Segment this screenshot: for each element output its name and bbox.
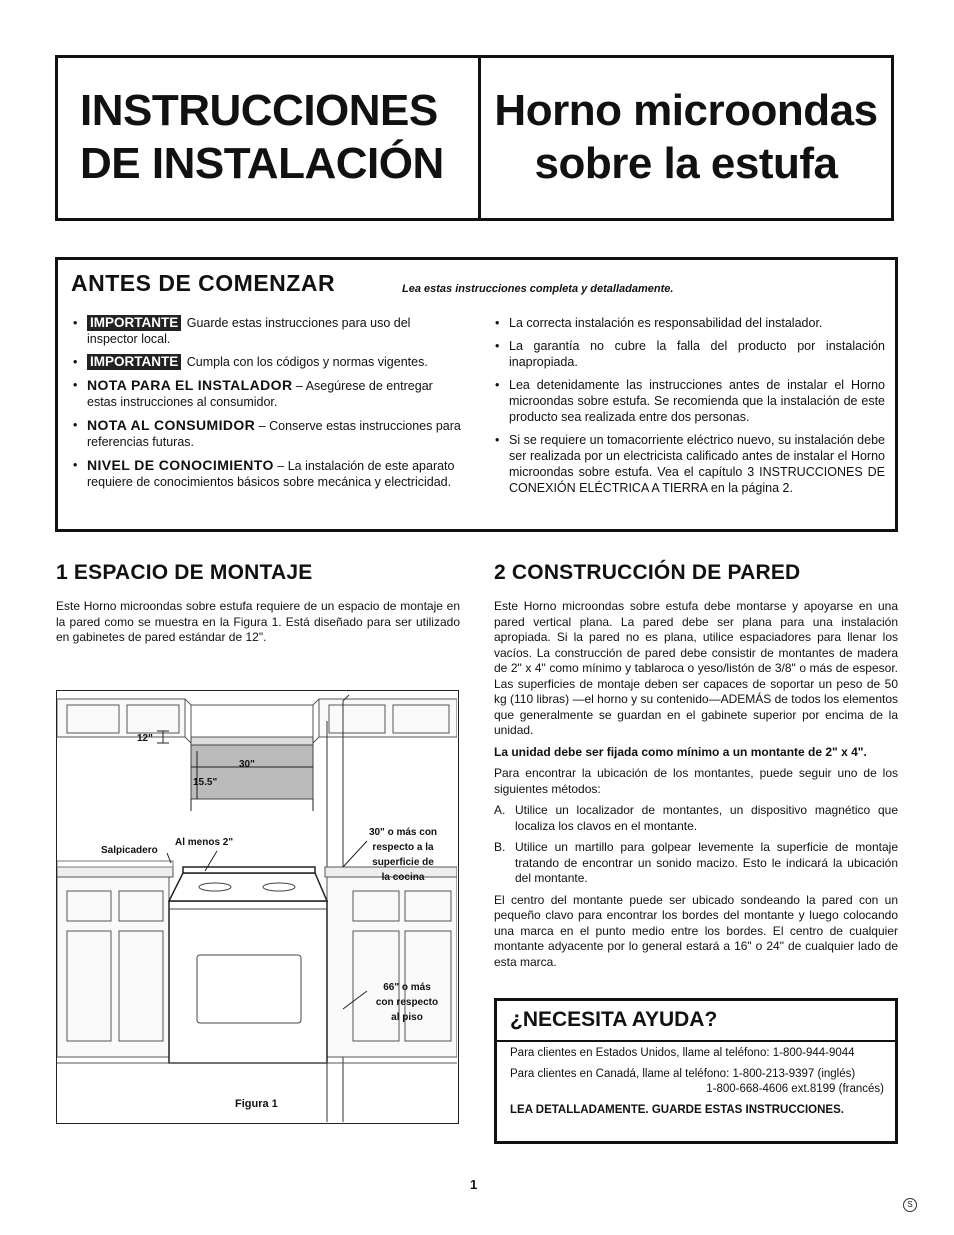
list-item-text: – Asegúrese de entregar estas instrucciones al consumidor. (87, 379, 433, 409)
antes-right-column (493, 315, 885, 503)
list-item-label: NIVEL DE CONOCIMIENTO (87, 457, 274, 473)
label-30-o-mas (363, 825, 443, 885)
label-line: 66" o más (383, 982, 431, 993)
title-left (58, 58, 481, 218)
label-salpicadero: Salpicadero (101, 845, 158, 856)
label-30in: 30" (239, 759, 255, 770)
title-right-line2: sobre la estufa (534, 139, 838, 188)
list-item-text: Guarde estas instrucciones para uso del inspector local. (87, 316, 411, 346)
antes-left-column (71, 315, 461, 497)
help-divider (497, 1040, 895, 1042)
help-footer: LEA DETALLADAMENTE. GUARDE ESTAS INSTRUCCIONES. (510, 1104, 844, 1116)
list-item: • La garantía no cubre la falla del producto por instalación inapropiada. (493, 338, 885, 370)
label-line: respecto a la (372, 842, 434, 853)
list-item (71, 417, 461, 450)
label-66-o-mas (367, 980, 447, 1025)
label-al-menos: Al menos 2" (175, 837, 234, 848)
section2-paragraph: Para encontrar la ubicación de los montantes, puede seguir uno de los siguientes métodos: (494, 766, 898, 796)
label-line: superficie de (372, 857, 434, 868)
help-us-phone: Para clientes en Estados Unidos, llame al teléfono: 1-800-944-9044 (510, 1047, 855, 1059)
list-item: • Lea detenidamente las instrucciones antes de instalar el Horno microondas sobre estufa. Se recomienda que la instalación de este producto sea realizada entre dos personas. (493, 377, 885, 425)
section2-paragraph: Este Horno microondas sobre estufa debe montarse y apoyarse en una pared vertical plana. La pared debe ser plana para una instalación apropiada. Si la pared no es plana, utilice espaciadores para llenar los vacíos. La construcción de pared debe consistir de montantes de madera de 2" x 4" como mínimo y tablaroca o yeso/listón de 3/8" o más de espesor. Las superficies de montaje deben ser capaces de soportar un peso de 50 kg (110 libras) —el horno y su contenido—ADEMÁS de todos los elementos que generalmente se guardan en el gabinete superior por encima de la unidad. (494, 599, 898, 737)
list-item (71, 457, 461, 490)
list-item-text: – La instalación de este aparato requiere de conocimientos básicos sobre mecánica y electricidad. (87, 459, 455, 489)
antes-subheading: Lea estas instrucciones completa y detalladamente. (402, 283, 674, 295)
label-line: con respecto (375, 997, 439, 1008)
help-canada-phone: Para clientes en Canadá, llame al teléfono: 1-800-213-9397 (inglés) (510, 1068, 856, 1080)
help-heading: ¿NECESITA AYUDA? (510, 1008, 718, 1031)
importante-badge: IMPORTANTE (87, 354, 181, 370)
list-item: • Si se requiere un tomacorriente eléctrico nuevo, su instalación debe ser realizada por un electricista calificado antes de instalar el Horno microondas sobre estufa. Vea el capítulo 3 INSTRUCCIONES DE CONEXIÓN ELÉCTRICA A TIERRA en la página 2. (493, 432, 885, 496)
list-item: • La correcta instalación es responsabilidad del instalador. (493, 315, 885, 331)
help-canada-phone-french: 1-800-668-4606 ext.8199 (francés) (706, 1083, 884, 1095)
list-marker: A. (494, 803, 506, 817)
figure-1 (56, 690, 459, 1124)
section2-body (494, 599, 898, 970)
title-right (481, 58, 891, 218)
title-box (55, 55, 894, 221)
section2-heading: 2 CONSTRUCCIÓN DE PARED (494, 561, 801, 584)
section2-paragraph: El centro del montante puede ser ubicado sondeando la pared con un pequeño clavo para encontrar los bordes del montante y luego colocando una marca en el punto medio entre los bordes. El centro de cualquier montante adyacente por lo general estará a 16" o 24" de cualquier lado de esta marca. (494, 892, 898, 969)
list-marker: B. (494, 840, 506, 854)
title-left-line1: INSTRUCCIONES (80, 86, 438, 135)
label-12in: 12" (137, 733, 153, 744)
section1-heading: 1 ESPACIO DE MONTAJE (56, 561, 313, 584)
label-line: 30" o más con (368, 827, 438, 838)
list-item-text: Utilice un martillo para golpear levemente la superficie de montaje tratando de encontrar un sonido macizo. Esto le indicará la ubicación del montante. (515, 840, 898, 885)
section1-body: Este Horno microondas sobre estufa requiere de un espacio de montaje en la pared como se muestra en la Figura 1. Está diseñado para ser utilizado en gabinetes de pared estándar de 12". (56, 599, 460, 644)
page-number: 1 (470, 1177, 478, 1192)
label-15-5in: 15.5" (193, 777, 218, 788)
title-left-line2: DE INSTALACIÓN (80, 139, 444, 188)
help-box (494, 998, 898, 1144)
list-item (71, 377, 461, 410)
list-item-label: NOTA AL CONSUMIDOR (87, 417, 256, 433)
antes-heading: ANTES DE COMENZAR (71, 270, 336, 296)
list-item (71, 354, 461, 370)
list-item (494, 840, 898, 887)
list-item-text: Utilice un localizador de montantes, un dispositivo magnético que localiza los clavos en el montante. (515, 803, 898, 833)
label-line: al piso (391, 1012, 423, 1023)
list-item-text: – Conserve estas instrucciones para referencias futuras. (87, 419, 461, 449)
installation-diagram (57, 691, 457, 1122)
label-line: la cocina (381, 872, 425, 883)
list-item (71, 315, 461, 347)
corner-mark: S (903, 1198, 917, 1212)
figure-caption: Figura 1 (235, 1098, 278, 1110)
list-item-text: Cumpla con los códigos y normas vigentes. (183, 355, 428, 369)
title-right-line1: Horno microondas (494, 86, 878, 135)
section2-bold-note: La unidad debe ser fijada como mínimo a un montante de 2" x 4". (494, 744, 867, 759)
list-item (494, 803, 898, 834)
list-item-label: NOTA PARA EL INSTALADOR (87, 377, 293, 393)
importante-badge: IMPORTANTE (87, 315, 181, 331)
antes-box (55, 257, 898, 532)
